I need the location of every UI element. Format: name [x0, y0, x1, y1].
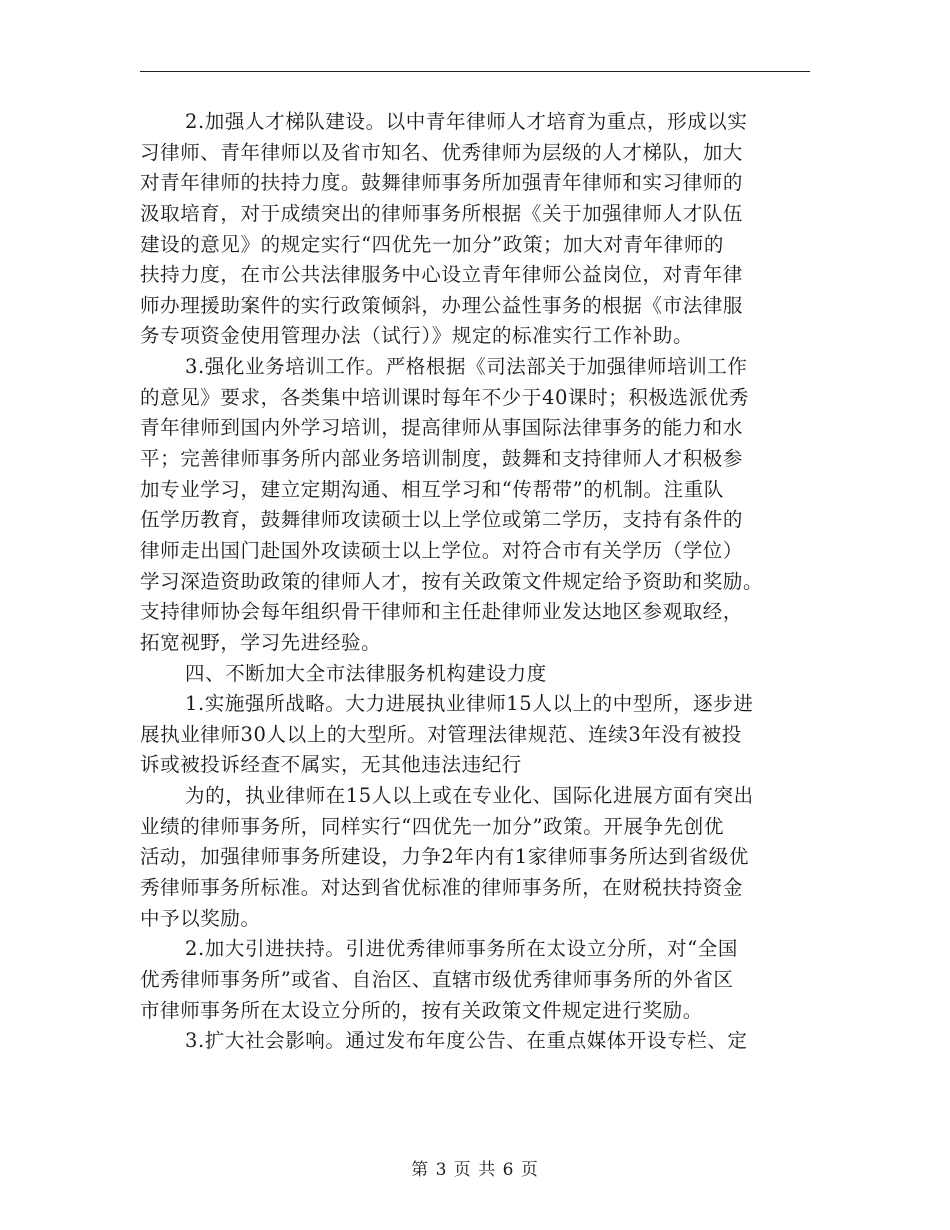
- text-line: 市律师事务所在太设立分所的，按有关政策文件规定进行奖励。: [140, 998, 703, 1022]
- text-line: 习律师、青年律师以及省市知名、优秀律师为层级的人才梯队，加大: [140, 140, 744, 164]
- text-line: 加专业学习，建立定期沟通、相互学习和“传帮带”的机制。注重队: [140, 477, 724, 501]
- text-line: 拓宽视野，学习先进经验。: [140, 630, 382, 654]
- text-line: 展执业律师30人以上的大型所。对管理法律规范、连续3年没有被投: [140, 722, 742, 746]
- page-footer: 第 3 页 共 6 页: [411, 1160, 539, 1180]
- text-line: 建设的意见》的规定实行“四优先一加分”政策；加大对青年律师的: [140, 232, 724, 256]
- text-line: 业绩的律师事务所，同样实行“四优先一加分”政策。开展争先创优: [140, 814, 724, 838]
- text-line: 扶持力度，在市公共法律服务中心设立青年律师公益岗位，对青年律: [140, 263, 744, 287]
- text-line: 学习深造资助政策的律师人才，按有关政策文件规定给予资助和奖励。: [140, 569, 764, 593]
- text-line: 3.扩大社会影响。通过发布年度公告、在重点媒体开设专栏、定: [185, 1029, 748, 1053]
- text-line: 对青年律师的扶持力度。鼓舞律师事务所加强青年律师和实习律师的: [140, 171, 744, 195]
- text-line: 务专项资金使用管理办法（试行）》规定的标准实行工作补助。: [140, 324, 694, 348]
- text-line: 的意见》要求，各类集中培训课时每年不少于40课时；积极选派优秀: [140, 385, 749, 409]
- document-body: [140, 107, 810, 1057]
- text-line: 伍学历教育，鼓舞律师攻读硕士以上学位或第二学历，支持有条件的: [140, 508, 744, 532]
- text-line: 律师走出国门赴国外攻读硕士以上学位。对符合市有关学历（学位）: [140, 538, 744, 562]
- section-heading: 四、不断加大全市法律服务机构建设力度: [185, 661, 547, 685]
- text-line: 2.加大引进扶持。引进优秀律师事务所在太设立分所，对“全国: [185, 937, 738, 961]
- text-line: 平；完善律师事务所内部业务培训制度，鼓舞和支持律师人才积极参: [140, 447, 744, 471]
- text-line: 中予以奖励。: [140, 906, 261, 930]
- text-line: 青年律师到国内外学习培训，提高律师从事国际法律事务的能力和水: [140, 416, 744, 440]
- text-line: 支持律师协会每年组织骨干律师和主任赴律师业发达地区参观取经，: [140, 600, 744, 624]
- text-line: 2.加强人才梯队建设。以中青年律师人才培育为重点，形成以实: [185, 110, 748, 133]
- text-line: 1.实施强所战略。大力进展执业律师15人以上的中型所，逐步进: [185, 692, 754, 716]
- text-line: 为的，执业律师在15人以上或在专业化、国际化进展方面有突出: [185, 784, 754, 808]
- text-line: 诉或被投诉经查不属实，无其他违法违纪行: [140, 753, 522, 777]
- text-line: 优秀律师事务所”或省、自治区、直辖市级优秀律师事务所的外省区: [140, 967, 734, 991]
- header-rule: [140, 71, 810, 72]
- text-line: 师办理援助案件的实行政策倾斜，办理公益性事务的根据《市法律服: [140, 293, 744, 317]
- text-line: 3.强化业务培训工作。严格根据《司法部关于加强律师培训工作: [185, 355, 748, 379]
- text-line: 秀律师事务所标准。对达到省优标准的律师事务所，在财税扶持资金: [140, 876, 744, 900]
- text-line: 汲取培育，对于成绩突出的律师事务所根据《关于加强律师人才队伍: [140, 201, 744, 225]
- text-line: 活动，加强律师事务所建设，力争2年内有1家律师事务所达到省级优: [140, 845, 749, 869]
